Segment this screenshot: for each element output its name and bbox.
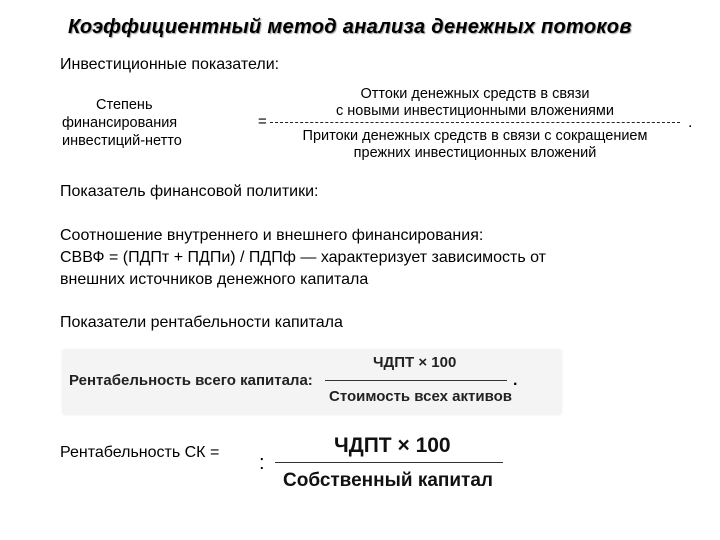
fraction-line xyxy=(325,380,507,381)
equals-sign: = xyxy=(258,113,267,130)
formula-denominator: Собственный капитал xyxy=(283,470,493,491)
ratio-line-2: СВВФ = (ПДПт + ПДПи) / ПДПф — характеризует зависимость от xyxy=(60,249,547,266)
formula-numerator: ЧДПТ × 100 xyxy=(334,434,451,457)
numerator-line: Оттоки денежных средств в связи xyxy=(360,86,590,102)
fraction-line xyxy=(270,122,680,123)
formula-numerator: ЧДПТ × 100 xyxy=(373,354,457,371)
ratio-line-3: внешних источников денежного капитала xyxy=(60,271,369,288)
colon-sign: : xyxy=(259,452,265,474)
formula-denominator: Стоимость всех активов xyxy=(329,388,512,405)
denominator-line: прежних инвестиционных вложений xyxy=(353,145,597,161)
formula-label-line: Степень xyxy=(96,97,153,113)
formula-label-line: инвестиций-нетто xyxy=(62,133,182,149)
formula-numerator xyxy=(275,86,675,120)
profitability-heading: Показатели рентабельности капитала xyxy=(60,314,343,331)
numerator-line: с новыми инвестиционными вложениями xyxy=(336,103,614,119)
formula-label: Рентабельность всего капитала: xyxy=(69,372,313,389)
fraction-line xyxy=(275,462,503,463)
page-title: Коэффициентный метод анализа денежных потоков xyxy=(68,16,632,38)
denominator-line: Притоки денежных средств в связи с сокращением xyxy=(302,128,648,144)
formula-label: Рентабельность СК = xyxy=(60,444,220,461)
investment-indicators-heading: Инвестиционные показатели: xyxy=(60,56,280,73)
ratio-line-1: Соотношение внутреннего и внешнего финансирования: xyxy=(60,227,484,244)
formula-denominator xyxy=(275,128,675,162)
financial-policy-heading: Показатель финансовой политики: xyxy=(60,183,319,200)
formula-end-mark: . xyxy=(513,372,518,389)
formula-label-line: финансирования xyxy=(62,115,178,131)
formula-end-mark: . xyxy=(688,114,693,131)
financing-degree-formula xyxy=(58,86,693,166)
total-capital-profitability-formula xyxy=(63,350,561,414)
